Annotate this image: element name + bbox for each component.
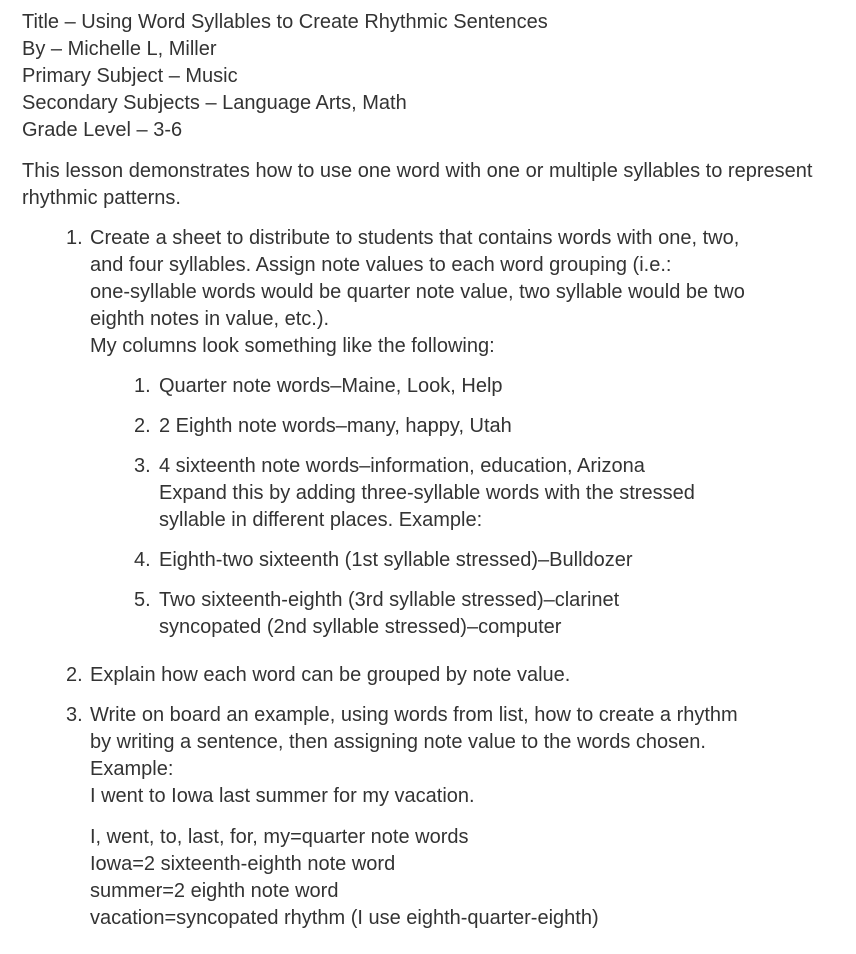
step-text-line: eighth notes in value, etc.). <box>90 308 330 330</box>
sub-item-2 <box>90 413 842 440</box>
sub-item-number: 4. <box>134 549 151 571</box>
grade-level: Grade Level – 3-6 <box>22 119 183 141</box>
step-text-line: Explain how each word can be grouped by note value. <box>90 664 571 686</box>
sub-item-number: 1. <box>134 375 151 397</box>
step-number: 3. <box>66 704 83 726</box>
sub-item-5 <box>90 587 842 641</box>
sub-item-number: 2. <box>134 415 151 437</box>
step-1 <box>22 225 842 641</box>
sub-item-line: Expand this by adding three-syllable words with the stressed <box>159 482 695 504</box>
step-number: 1. <box>66 227 83 249</box>
sub-item-number: 5. <box>134 589 151 611</box>
sub-item-line: syncopated (2nd syllable stressed)–computer <box>159 616 562 638</box>
sub-item-line: Quarter note words–Maine, Look, Help <box>159 375 503 397</box>
lesson-meta <box>22 9 842 144</box>
sub-item-line: Eighth-two sixteenth (1st syllable stressed)–Bulldozer <box>159 549 633 571</box>
example-line: Iowa=2 sixteenth-eighth note word <box>90 853 396 875</box>
sub-item-number: 3. <box>134 455 151 477</box>
step-2 <box>22 662 842 689</box>
lesson-author: By – Michelle L, Miller <box>22 38 217 60</box>
word-columns-list <box>90 373 842 641</box>
example-sentence: I went to Iowa last summer for my vacation. <box>90 785 475 807</box>
example-breakdown <box>90 824 842 932</box>
example-line: summer=2 eighth note word <box>90 880 339 902</box>
step-text-line: Create a sheet to distribute to students that contains words with one, two, <box>90 227 740 249</box>
lesson-intro: This lesson demonstrates how to use one word with one or multiple syllables to represent rhythmic patterns. <box>22 160 813 209</box>
step-text-line: Write on board an example, using words from list, how to create a rhythm <box>90 704 738 726</box>
step-text-line: My columns look something like the following: <box>90 335 495 357</box>
step-text-line: and four syllables. Assign note values to each word grouping (i.e.: <box>90 254 672 276</box>
step-text-line: by writing a sentence, then assigning note value to the words chosen. <box>90 731 706 753</box>
lesson-title: Title – Using Word Syllables to Create Rhythmic Sentences <box>22 11 548 33</box>
step-text-line: Example: <box>90 758 174 780</box>
example-line: vacation=syncopated rhythm (I use eighth-quarter-eighth) <box>90 907 599 929</box>
secondary-subjects: Secondary Subjects – Language Arts, Math <box>22 92 407 114</box>
example-line: I, went, to, last, for, my=quarter note words <box>90 826 469 848</box>
sub-item-1 <box>90 373 842 400</box>
primary-subject: Primary Subject – Music <box>22 65 238 87</box>
sub-item-4 <box>90 547 842 574</box>
step-number: 2. <box>66 664 83 686</box>
sub-item-line: 2 Eighth note words–many, happy, Utah <box>159 415 512 437</box>
lesson-steps <box>22 225 842 932</box>
sub-item-line: Two sixteenth-eighth (3rd syllable stressed)–clarinet <box>159 589 620 611</box>
sub-item-line: 4 sixteenth note words–information, education, Arizona <box>159 455 645 477</box>
sub-item-line: syllable in different places. Example: <box>159 509 483 531</box>
step-3 <box>22 702 842 932</box>
sub-item-3 <box>90 453 842 534</box>
step-text-line: one-syllable words would be quarter note value, two syllable would be two <box>90 281 745 303</box>
lesson-document <box>22 9 842 932</box>
